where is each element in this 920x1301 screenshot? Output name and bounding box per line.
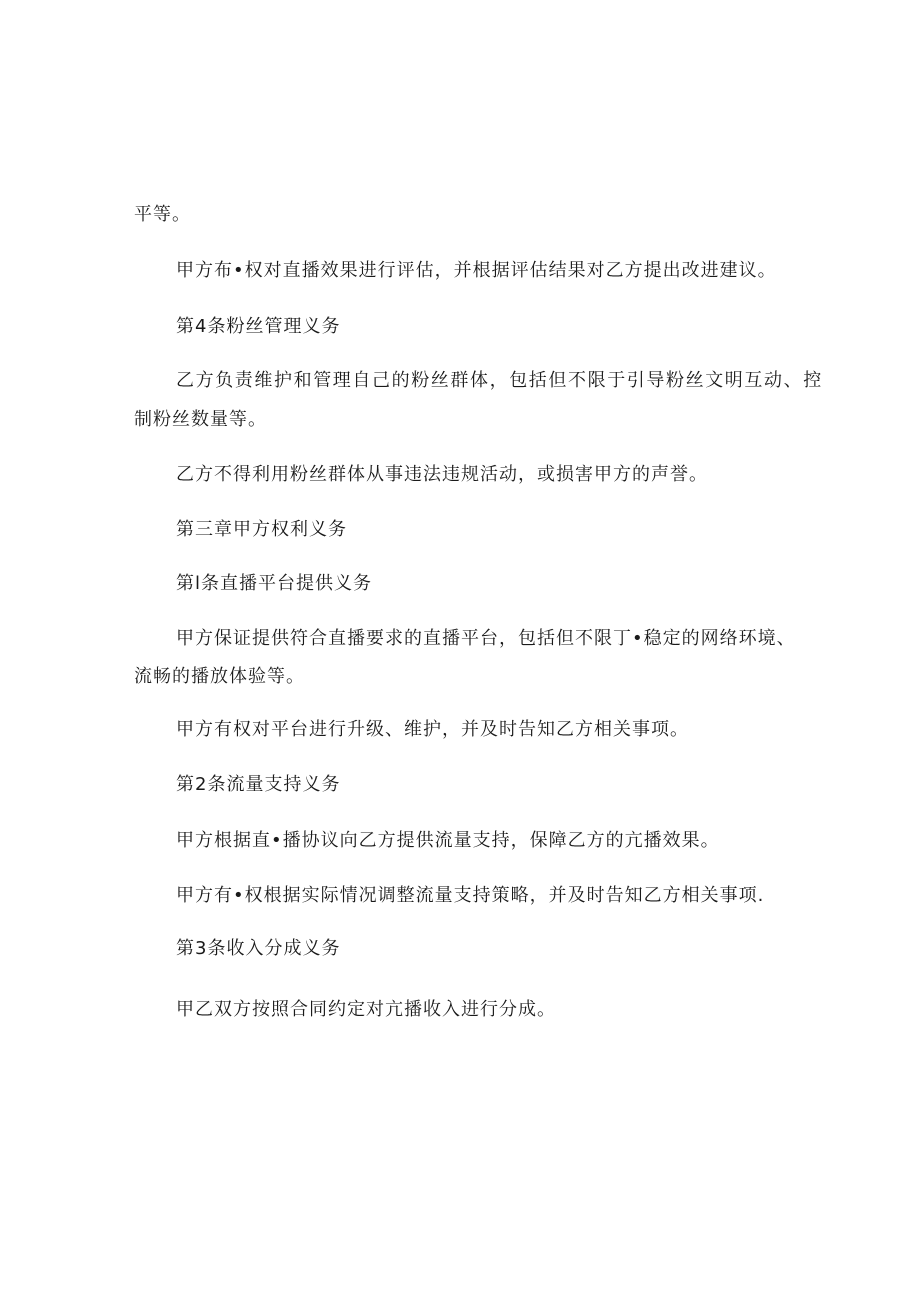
paragraph: 甲方布•权对直播效果进行评估，并根据评估结果对乙方提出改进建议。 <box>176 260 777 281</box>
paragraph: 甲方有权对平台进行升级、维护，并及时告知乙方相关事项。 <box>176 719 689 740</box>
paragraph: 乙方负责维护和管理自己的粉丝群体，包括但不限于引导粉丝文明互动、控 <box>176 370 823 391</box>
article-heading: 第l条直播平台提供义务 <box>176 573 372 594</box>
paragraph: 乙方不得利用粉丝群体从事违法违规活动，或损害甲方的声誉。 <box>176 464 708 485</box>
paragraph: 甲乙双方按照合同约定对亢播收入进行分成。 <box>176 999 556 1020</box>
paragraph-continuation: 流畅的播放体验等。 <box>134 666 305 687</box>
article-heading: 第2条流量支持义务 <box>176 774 341 795</box>
paragraph: 甲方根据直•播协议向乙方提供流量支持，保障乙方的亢播效果。 <box>176 830 720 851</box>
paragraph-continuation: 制粉丝数量等。 <box>134 409 267 430</box>
paragraph: 甲方有•权根据实际情况调整流量支持策略，并及时告知乙方相关事项. <box>176 885 765 906</box>
chapter-heading: 第三章甲方权利义务 <box>176 519 347 540</box>
article-heading: 第3条收入分成义务 <box>176 938 341 959</box>
paragraph-continuation: 平等。 <box>134 204 191 225</box>
paragraph: 甲方保证提供符合直播要求的直播平台，包括但不限丁•稳定的网络环境、 <box>176 628 796 649</box>
article-heading: 第4条粉丝管理义务 <box>176 316 341 337</box>
